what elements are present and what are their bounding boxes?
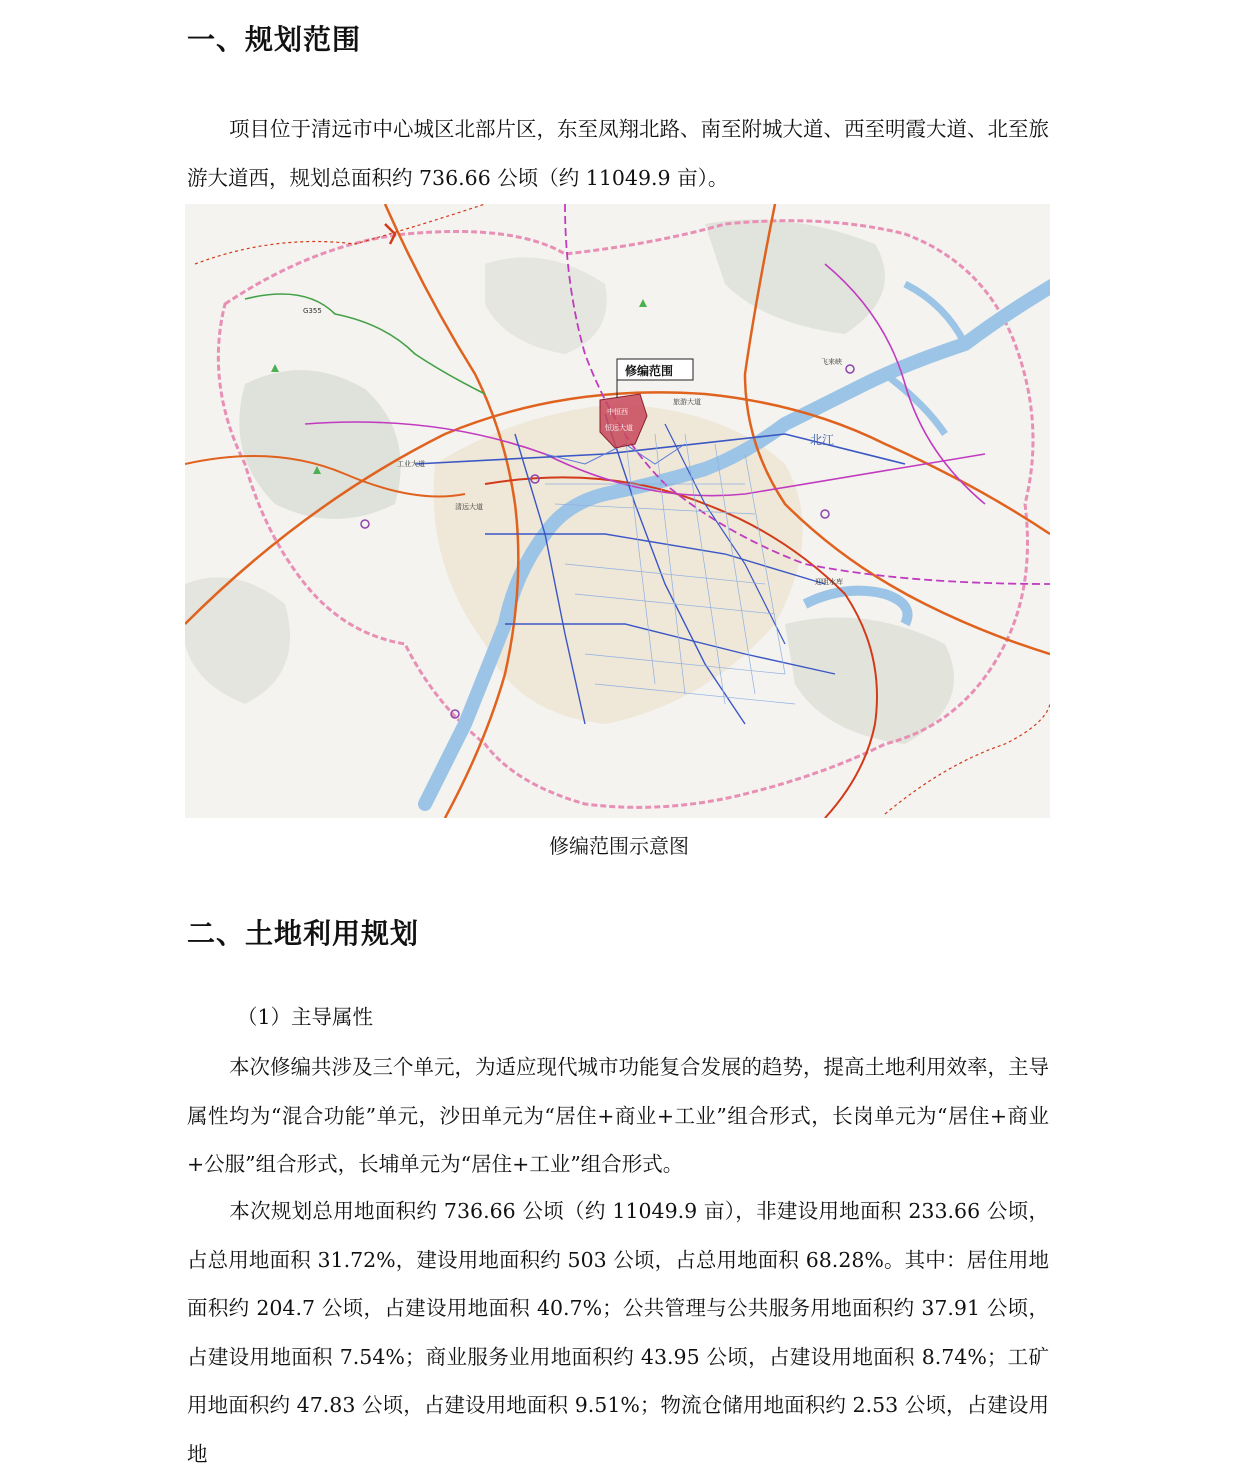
section2-heading: 二、土地利用规划 [187,917,420,950]
map-svg [185,204,1050,818]
map-area-label-1: 中恒西 [607,408,628,416]
map-road-label: 飞来峡 [821,358,842,366]
section1-paragraph [187,105,1049,202]
map-road-label: 迎咀水库 [815,578,843,586]
map-road-label: 工业大道 [397,460,425,468]
map-caption: 修编范围示意图 [549,834,689,858]
section2-paragraph-1 [187,1043,1049,1189]
map-road-label: G355 [303,307,322,315]
planning-scope-map [185,204,1050,818]
map-road-label: 旅游大道 [673,398,701,406]
section2-paragraph-2-text: 本次规划总用地面积约 736.66 公顷（约 11049.9 亩），非建设用地面积 233.66 公顷，占总用地面积 31.72%，建设用地面积约 503 公顷，占总用地面积 68.28%。其中：居住用地面积约 204.7 公顷，占建设用地面积 40.7%；公共管理与公共服务用地面积约 37.91 公顷，占建设用地面积 7.54%；商业服务业用地面积约 43.95 公顷，占建设用地面积 8.74%；工矿用地面积约 47.83 公顷，占建设用地面积 9.51%；物流仓储用地面积约 2.53 公顷，占建设用地 [187,1199,1049,1466]
map-river-label: 北江 [810,433,835,447]
section2-subheading: （1）主导属性 [237,1005,374,1029]
section1-paragraph-text: 项目位于清远市中心城区北部片区，东至凤翔北路、南至附城大道、西至明霞大道、北至旅游大道西，规划总面积约 736.66 公顷（约 11049.9 亩）。 [187,117,1049,190]
map-road-label: 清远大道 [455,503,483,511]
map-callout-label: 修编范围 [625,364,674,378]
section1-heading: 一、规划范围 [187,23,362,56]
map-area-label-2: 恒远大道 [605,424,633,432]
section2-paragraph-2 [187,1187,1049,1478]
section2-paragraph-1-text: 本次修编共涉及三个单元，为适应现代城市功能复合发展的趋势，提高土地利用效率，主导属性均为“混合功能”单元，沙田单元为“居住+商业+工业”组合形式，长岗单元为“居住+商业+公服”组合形式，长埔单元为“居住+工业”组合形式。 [187,1055,1049,1176]
